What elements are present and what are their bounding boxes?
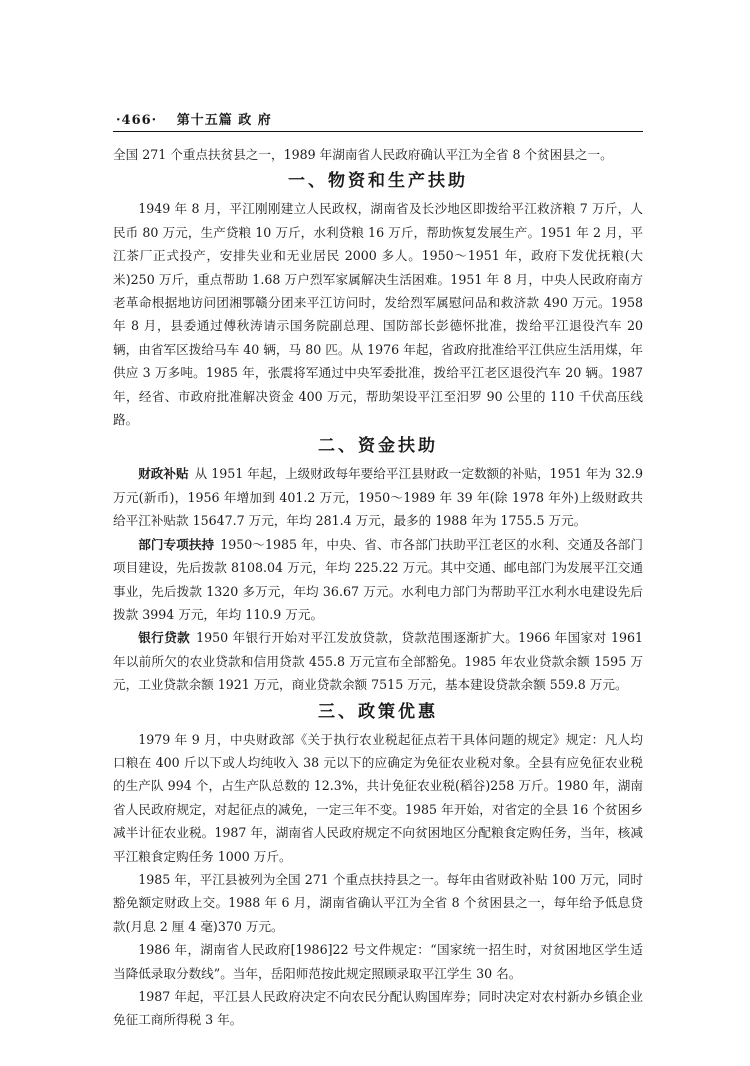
section-heading-1: 一、物资和生产扶助 — [288, 171, 468, 192]
paragraph: 1986 年，湖南省人民政府[1986]22 号文件规定：“国家统一招生时，对贫困地区学生适当降低录取分数线”。当年，岳阳师范按此规定照顾录取平江学生 30 名。 — [113, 942, 643, 981]
paragraph-text: 从 1951 年起，上级财政每年要给平江县财政一定数额的补贴，1951 年为 32.9 万元(新币)，1956 年增加到 401.2 万元，1950～1989 年 39 年(除 1978 年外)上级财政共给平江补贴款 15647.7 万元，年均 281.4 万元，最多的 1988 年为 1755.5 万元。 — [113, 466, 644, 529]
intro-line: 全国 271 个重点扶贫县之一，1989 年湖南省人民政府确认平江为全省 8 个贫困县之一。 — [113, 147, 613, 162]
term-department-support: 部门专项扶持 — [138, 536, 215, 552]
section-heading-2: 二、资金扶助 — [318, 436, 438, 457]
section-heading-3: 三、政策优惠 — [318, 701, 438, 722]
paragraph — [113, 462, 643, 532]
page-number: ·466· — [116, 113, 158, 128]
running-head — [116, 109, 640, 128]
body-text — [113, 143, 643, 1032]
paragraph — [113, 533, 643, 627]
paragraph: 1949 年 8 月，平江刚刚建立人民政权，湖南省及长沙地区即拨给平江救济粮 7 万斤，人民币 80 万元，生产贷粮 10 万斤，水利贷粮 16 万斤，帮助恢复发展生产。1951 年 2 月，平江茶厂正式投产，安排失业和无业居民 2000 多人。1950～1951 年，政府下发优抚粮(大米)250 万斤，重点帮助 1.68 万户烈军家属解决生活困难。1951 年 8 月，中央人民政府南方老革命根据地访问团湘鄂赣分团来平江访问时，发给烈军属慰问品和救济款 490 万元。1958 年 8 月，县委通过傅秋涛请示国务院副总理、国防部长彭德怀批准，拨给平江退役汽车 20 辆，由省军区拨给马车 40 辆，马 80 匹。从 1976 年起，省政府批准给平江供应生活用煤，年供应 3 万多吨。1985 年，张震将军通过中央军委批准，拨给平江老区退役汽车 20 辆。1987 年，经省、市政府批准解决资金 400 万元，帮助架设平江至汨罗 90 公里的 110 千伏高压线路。 — [113, 201, 643, 428]
paragraph: 1979 年 9 月，中央财政部《关于执行农业税起征点若干具体问题的规定》规定：凡人均口粮在 400 斤以下或人均纯收入 38 元以下的应确定为免征农业税对象。全县有应免征农业税的生产队 994 个，占生产队总数的 12.3%，共计免征农业税(稻谷)258 万斤。1980 年，湖南省人民政府规定，对起征点的减免，一定三年不变。1985 年开始，对省定的全县 16 个贫困乡减半计征农业税。1987 年，湖南省人民政府规定不向贫困地区分配粮食定购任务，当年，核减平江粮食定购任务 1000 万斤。 — [113, 731, 643, 864]
term-bank-loans: 银行贷款 — [138, 630, 191, 646]
paragraph-text: 1950～1985 年，中央、省、市各部门扶助平江老区的水利、交通及各部门项目建设，先后拨款 8108.04 万元，年均 225.22 万元。其中交通、邮电部门为发展平江交通事业，先后拨款 1320 多万元，年均 36.67 万元。水利电力部门为帮助平江水利水电建设先后拨款 3994 万元，年均 110.9 万元。 — [113, 536, 644, 622]
paragraph-text: 1950 年银行开始对平江发放贷款，贷款范围逐渐扩大。1966 年国家对 1961 年以前所欠的农业贷款和信用贷款 455.8 万元宣布全部豁免。1985 年农业贷款余额 1595 万元，工业贷款余额 1921 万元，商业贷款余额 7515 万元，基本建设贷款余额 559.8 万元。 — [113, 630, 643, 693]
paragraph: 1985 年，平江县被列为全国 271 个重点扶持县之一。每年由省财政补贴 100 万元，同时豁免额定财政上交。1988 年 6 月，湖南省确认平江为全省 8 个贫困县之一，每年给予低息贷款(月息 2 厘 4 毫)370 万元。 — [113, 871, 643, 934]
paragraph — [113, 626, 643, 696]
header-rule — [113, 131, 643, 132]
part-title: 第十五篇 政 府 — [176, 113, 272, 128]
paragraph: 1987 年起，平江县人民政府决定不向农民分配认购国库券；同时决定对农村新办乡镇企业免征工商所得税 3 年。 — [113, 989, 643, 1028]
term-fiscal-subsidy: 财政补贴 — [138, 466, 189, 482]
